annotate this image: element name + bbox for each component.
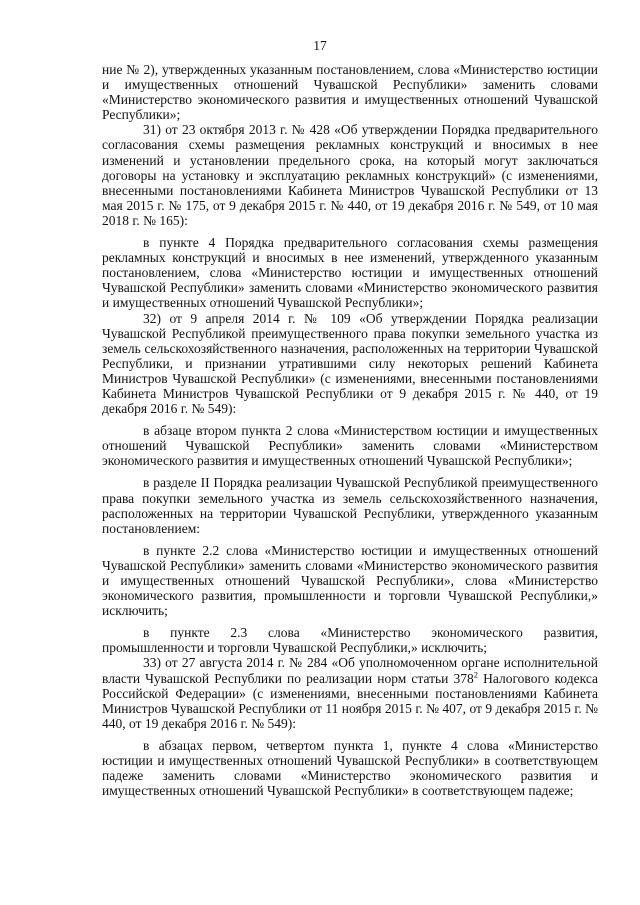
paragraph-item-33-text-after: Налогового кодекса Российской Федерации» (с изменениями, внесенными постановлениями Кабинета Министров Чувашской Республики от 11 ноября 2015 г. № 407, от 9 декабря 2015 г. № 440, от 19 декабря 2016 г. № 549): [102,670,598,731]
paragraph-item-32-clause-2-3: в пункте 2.3 слова «Министерство экономического развития, промышленности и торговли Чувашской Республики,» исключить; [102,625,598,656]
document-body [102,62,598,798]
paragraph-continuation: ние № 2), утвержденных указанным постановлением, слова «Министерство юстиции и имущественных отношений Чувашской Республики» заменить словами «Министерство экономического развития и имущественных отношений Чувашской Республики»; [102,62,598,123]
paragraph-item-31-amendment: в пункте 4 Порядка предварительного согласования схемы размещения рекламных конструкций и вносимых в нее изменений, утвержденного указанным постановлением, слова «Министерство юстиции и имущественных отношений Чувашской Республики» заменить словами «Министерство экономического развития и имущественных отношений Чувашской Республики»; [102,235,598,311]
paragraph-item-33 [102,655,598,730]
paragraph-item-31: 31) от 23 октября 2013 г. № 428 «Об утверждении Порядка предварительного согласования схемы размещения рекламных конструкций и вносимых в нее изменений и установлении предельного срока, на который могут заключаться договоры на установку и эксплуатацию рекламных конструкций» (с изменениями, внесенными постановлениями Кабинета Министров Чувашской Республики от 13 мая 2015 г. № 175, от 9 декабря 2015 г. № 440, от 19 декабря 2016 г. № 549, от 10 мая 2018 г. № 165): [102,122,598,228]
paragraph-item-33-text-before: 33) от 27 августа 2014 г. № 284 «Об уполномоченном органе исполнительной власти Чувашской Республики по реализации норм статьи 378 [102,655,598,686]
paragraph-item-32-amendment-2: в разделе II Порядка реализации Чувашской Республикой преимущественного права покупки земельного участка из земель сельскохозяйственного назначения, расположенных на территории Чувашской Республики, утвержденного указанным постановлением: [102,475,598,536]
paragraph-item-32-amendment-1: в абзаце втором пункта 2 слова «Министерством юстиции и имущественных отношений Чувашской Республики» заменить словами «Министерством экономического развития и имущественных отношений Чувашской Республики»; [102,423,598,469]
paragraph-item-33-amendment: в абзацах первом, четвертом пункта 1, пункте 4 слова «Министерство юстиции и имущественных отношений Чувашской Республики» в соответствующем падеже заменить словами «Министерство экономического развития и имущественных отношений Чувашской Республики» в соответствующем падеже; [102,737,598,799]
superscript-index: 2 [473,669,479,680]
page-number: 17 [313,38,327,53]
paragraph-item-32-clause-2-2: в пункте 2.2 слова «Министерство юстиции и имущественных отношений Чувашской Республики» заменить словами «Министерство экономического развития и имущественных отношений Чувашской Республики», слова «Министерство экономического развития, промышленности и торговли Чувашской Республики,» исключить; [102,542,598,619]
paragraph-item-32: 32) от 9 апреля 2014 г. № 109 «Об утверждении Порядка реализации Чувашской Республикой преимущественного права покупки земельного участка из земель сельскохозяйственного назначения, расположенных на территории Чувашской Республики, и признании утратившими силу некоторых решений Кабинета Министров Чувашской Республики» (с изменениями, внесенными постановлениями Кабинета Министров Чувашской Республики от 9 декабря 2015 г. № 440, от 19 декабря 2016 г. № 549): [102,310,598,417]
